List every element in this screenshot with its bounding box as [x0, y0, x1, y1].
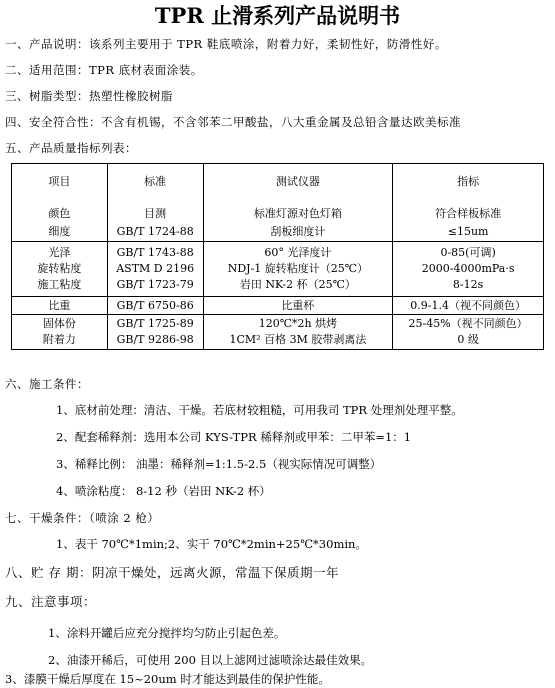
- table-cell-text: 固体份: [42, 317, 76, 330]
- table-header-standard: 标准: [144, 175, 167, 188]
- table-cell-text: 8-12s: [452, 278, 484, 291]
- table-cell-text: GB/T 6750-86: [116, 298, 194, 312]
- list-item: 1、底材前处理：清洁、干燥。若底材较粗糙，可用我司 TPR 处理剂处理平整。: [56, 403, 463, 417]
- table-cell-text: 目测: [144, 207, 167, 220]
- table-header-instrument: 测试仪器: [275, 175, 320, 188]
- table-cell: [12, 315, 108, 350]
- section-drying-conditions: 七、干燥条件：（喷涂 2 枪）: [5, 511, 160, 525]
- table-row: [12, 242, 544, 297]
- table-cell-text: 旋转粘度: [37, 262, 82, 275]
- table-cell: [393, 297, 544, 315]
- table-row: [12, 315, 544, 350]
- table-cell-text: 25-45%（视不同颜色）: [408, 317, 528, 330]
- table-cell-text: 施工粘度: [37, 278, 82, 291]
- page-title: TPR 止滑系列产品说明书: [154, 3, 401, 28]
- quality-index-table: [11, 163, 544, 350]
- table-cell-text: 比重: [48, 298, 71, 312]
- table-cell-text: 符合样板标准: [435, 207, 502, 220]
- table-cell: [393, 315, 544, 350]
- list-item: 2、配套稀释剂：选用本公司 KYS-TPR 稀释剂或甲苯：二甲苯=1：1: [56, 430, 412, 444]
- list-item: 1、涂料开罐后应充分搅拌均匀防止引起色差。: [48, 626, 286, 640]
- table-cell-text: GB/T 1723-79: [116, 278, 194, 291]
- section-application-scope: 二、适用范围：TPR 底材表面涂装。: [5, 63, 203, 77]
- table-cell-text: 光泽: [48, 246, 71, 259]
- section-safety-compliance: 四、安全符合性：不含有机锡，不含邻苯二甲酸盐，八大重金属及总铅含量达欧美标准: [5, 115, 461, 129]
- table-cell: [12, 297, 108, 315]
- table-cell-text: 比重杯: [281, 298, 315, 312]
- table-cell: [107, 297, 203, 315]
- table-cell: [203, 164, 393, 242]
- table-cell-text: NDJ-1 旋转粘度计（25℃）: [227, 262, 369, 275]
- list-item: 3、稀释比例： 油墨：稀释剂=1:1.5-2.5（视实际情况可调整）: [56, 457, 382, 471]
- table-cell: [107, 315, 203, 350]
- section-resin-type: 三、树脂类型：热塑性橡胶树脂: [5, 89, 173, 103]
- table-cell-text: 0 级: [457, 333, 479, 346]
- table-cell-text: GB/T 9286-98: [116, 333, 194, 346]
- list-item: 2、油漆开稀后，可使用 200 目以上滤网过滤喷涂达最佳效果。: [48, 653, 373, 667]
- section-precautions: 九、注意事项：: [5, 594, 97, 609]
- table-row: [12, 164, 544, 242]
- table-cell-text: GB/T 1743-88: [116, 246, 194, 259]
- table-cell-text: 附着力: [42, 333, 76, 346]
- table-cell-text: GB/T 1724-88: [116, 225, 194, 238]
- table-cell: [203, 242, 393, 297]
- table-cell: [393, 164, 544, 242]
- table-cell-text: ≤15um: [447, 225, 489, 238]
- table-header-spec: 指标: [457, 175, 480, 188]
- table-cell-text: GB/T 1725-89: [116, 317, 194, 330]
- table-cell: [203, 315, 393, 350]
- table-cell: [12, 164, 108, 242]
- table-cell-text: ASTM D 2196: [116, 262, 195, 275]
- table-cell-text: 颜色: [48, 207, 71, 220]
- table-cell: [107, 164, 203, 242]
- table-cell: [393, 242, 544, 297]
- table-cell-text: 0.9-1.4（视不同颜色）: [410, 298, 526, 312]
- table-cell-text: 1CM² 百格 3M 胶带剥离法: [229, 333, 367, 346]
- section-quality-index-title: 五、产品质量指标列表：: [5, 141, 137, 155]
- table-cell-text: 细度: [48, 225, 71, 238]
- table-cell-text: 60° 光泽度计: [264, 246, 332, 259]
- list-item: 3、漆膜干燥后厚度在 15~20um 时才能达到最佳的保护性能。: [5, 672, 330, 686]
- table-cell-text: 120℃*2h 烘烤: [258, 317, 338, 330]
- list-item: 1、表干 70℃*1min;2、实干 70℃*2min+25℃*30min。: [56, 537, 367, 551]
- section-product-description: 一、产品说明：该系列主要用于 TPR 鞋底喷涂，附着力好，柔韧性好，防滑性好。: [5, 37, 447, 51]
- table-row: [12, 297, 544, 315]
- table-cell: [203, 297, 393, 315]
- section-storage-period: 八、贮 存 期：阴凉干燥处，远离火源，常温下保质期一年: [5, 565, 339, 580]
- table-cell: [12, 242, 108, 297]
- table-cell-text: 标准灯源对色灯箱: [253, 207, 342, 220]
- table-header-item: 项目: [48, 175, 71, 188]
- table-cell: [107, 242, 203, 297]
- section-construction-conditions: 六、施工条件：: [5, 377, 89, 391]
- list-item: 4、喷涂粘度： 8-12 秒（岩田 NK-2 杯）: [56, 484, 271, 498]
- table-cell-text: 岩田 NK-2 杯（25℃）: [239, 278, 356, 291]
- table-cell-text: 2000-4000mPa·s: [421, 262, 515, 275]
- table-cell-text: 刮板细度计: [270, 225, 326, 238]
- table-cell-text: 0-85(可调): [440, 246, 496, 259]
